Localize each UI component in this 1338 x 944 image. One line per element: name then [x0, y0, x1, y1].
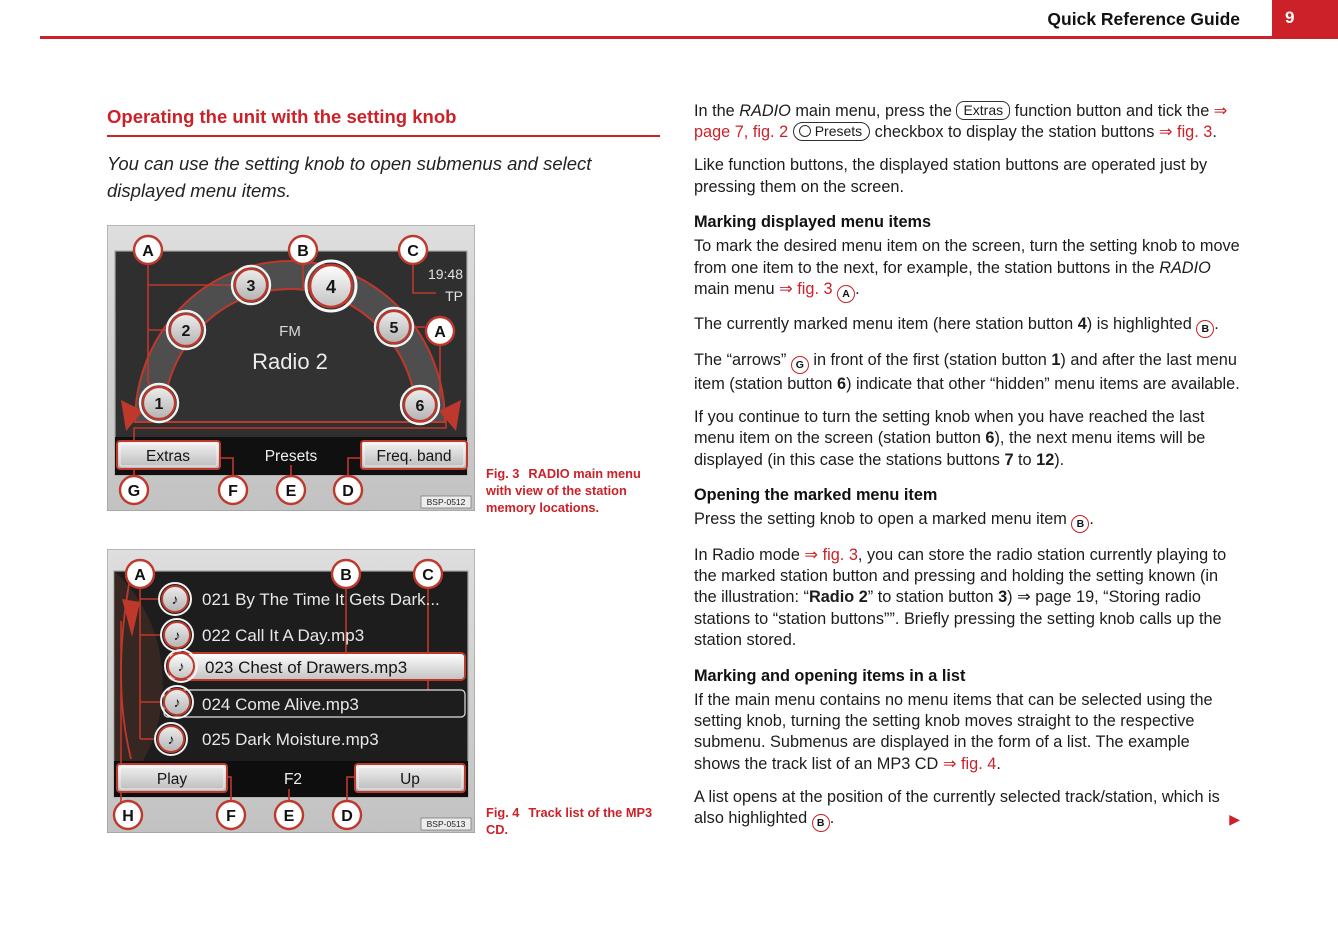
svg-text:D: D [341, 808, 353, 825]
fig4-caption-text: Track list of the MP3 CD. [486, 805, 653, 837]
svg-text:Extras: Extras [146, 448, 190, 465]
music-note-icon-1 [159, 583, 191, 615]
fig3-presets-label: Presets [264, 448, 318, 465]
fig4-callout-a [126, 560, 154, 588]
figure-3-block [107, 225, 660, 516]
svg-text:H: H [122, 808, 134, 825]
fig3-callout-c [399, 236, 427, 264]
checkbox-circle-icon [799, 125, 811, 137]
fig3-caption-text: RADIO main menu with view of the station memory locations. [486, 466, 641, 515]
svg-text:024 Come Alive.mp3: 024 Come Alive.mp3 [202, 695, 359, 714]
fig3-callout-a [134, 236, 162, 264]
circled-letter-g: G [791, 356, 809, 374]
fig4-callout-f [217, 801, 245, 829]
station-button-3 [232, 266, 270, 304]
fig3-tp-badge: TP [445, 288, 463, 304]
left-column [107, 106, 660, 838]
svg-text:2: 2 [181, 323, 191, 340]
svg-text:G: G [127, 483, 141, 500]
heading-marking-displayed-menu-items: Marking displayed menu items [694, 213, 932, 232]
paragraph-to-mark: To mark the desired menu item on the screen, turn the setting knob to move from one item to the next, for example, the station buttons in the RADIO main menu ⇒ fig. 3 A . [694, 236, 1240, 303]
fig3-freq-band-button [361, 441, 467, 469]
station-button-1 [140, 384, 178, 422]
svg-text:♪: ♪ [173, 694, 181, 710]
page-number-badge: 9 [1272, 0, 1338, 36]
svg-text:♪: ♪ [167, 731, 175, 747]
heading-opening-marked-menu-item: Opening the marked menu item [694, 486, 938, 505]
cross-reference-link[interactable]: ⇒ fig. 4 [942, 754, 997, 773]
paragraph-list-opens: A list opens at the position of the currently selected track/station, which is also highlighted B . ▶ [694, 787, 1240, 832]
svg-text:Play: Play [156, 771, 188, 788]
fig3-band-label: FM [279, 323, 301, 340]
svg-text:C: C [407, 243, 419, 260]
svg-text:A: A [434, 324, 446, 341]
svg-text:6: 6 [415, 398, 425, 415]
inline-function-button: Extras [956, 101, 1010, 120]
svg-text:D: D [342, 483, 354, 500]
fig4-callout-e [275, 801, 303, 829]
fig3-station-name: Radio 2 [252, 349, 328, 374]
circled-letter-b: B [1196, 320, 1214, 338]
paragraph-currently-marked: The currently marked menu item (here station button 4) is highlighted B . [694, 314, 1240, 338]
paragraph-continue-turning: If you continue to turn the setting knob when you have reached the last menu item on the screen (station button 6), the next menu items will be displayed (in this case the stations buttons 7 to 12). [694, 407, 1206, 469]
svg-text:3: 3 [246, 278, 256, 295]
paragraph-radio-mode-store: In Radio mode ⇒ fig. 3, you can store the radio station currently playing to the marked station button and pressing and holding the setting known (in the illustration: “Radio 2” to station button 3) ⇒ page 19, “Storing radio stations to “station buttons””. Briefly pressing the setting knob calls up the station stored. [694, 545, 1227, 650]
svg-text:A: A [134, 567, 146, 584]
fig4-play-button [117, 764, 227, 792]
svg-text:023 Chest of Drawers.mp3: 023 Chest of Drawers.mp3 [205, 658, 408, 677]
inline-presets-checkbox: Presets [793, 122, 870, 141]
circled-letter-b: B [1071, 515, 1089, 533]
figure-4-block [107, 549, 660, 838]
fig4-caption-label: Fig. 4 [486, 805, 520, 820]
continuation-arrow-icon: ▶ [1229, 810, 1240, 827]
fig4-callout-h [114, 801, 142, 829]
svg-text:F: F [228, 483, 238, 500]
fig3-extras-button [117, 441, 220, 469]
track-item-1: 021 By The Time It Gets Dark... [202, 590, 440, 609]
cross-reference-link[interactable]: ⇒ fig. 3 [804, 545, 858, 564]
cross-reference-link[interactable]: ⇒ page 7, fig. 2 [694, 102, 1228, 142]
track-item-5: 025 Dark Moisture.mp3 [202, 730, 379, 749]
station-button-4-highlighted [306, 261, 356, 311]
svg-text:E: E [283, 808, 295, 825]
svg-text:C: C [422, 567, 434, 584]
music-note-icon-2 [161, 619, 193, 651]
fig3-callout-b [289, 236, 317, 264]
track-item-2: 022 Call It A Day.mp3 [202, 626, 365, 645]
track-item-3-highlighted [169, 653, 465, 680]
heading-marking-opening-list: Marking and opening items in a list [694, 666, 966, 685]
music-note-icon-5 [155, 723, 187, 755]
svg-text:BSP-0513: BSP-0513 [426, 819, 466, 829]
fig3-caption [486, 465, 662, 516]
fig3-caption-label: Fig. 3 [486, 466, 520, 481]
svg-text:B: B [297, 243, 309, 260]
circled-letter-b: B [812, 814, 830, 832]
fig4-up-button [355, 764, 465, 792]
right-column [694, 101, 1240, 844]
svg-text:1: 1 [154, 396, 164, 413]
fig4-callout-b [332, 560, 360, 588]
fig3-callout-d [334, 476, 362, 504]
cross-reference-link[interactable]: ⇒ fig. 3 [779, 279, 833, 298]
station-button-6 [401, 386, 439, 424]
fig4-illustration [107, 549, 475, 833]
svg-text:A: A [142, 243, 154, 260]
cross-reference-link[interactable]: ⇒ fig. 3 [1158, 123, 1213, 142]
paragraph-press-setting-knob: Press the setting knob to open a marked menu item B . [694, 509, 1240, 533]
station-button-5 [375, 308, 413, 346]
svg-text:♪: ♪ [173, 627, 181, 643]
fig3-callout-e [277, 476, 305, 504]
fig3-callout-a-right [426, 317, 454, 345]
svg-text:Freq. band: Freq. band [376, 448, 452, 465]
fig4-callout-d [333, 801, 361, 829]
svg-text:♪: ♪ [171, 591, 179, 607]
paragraph-like-function-buttons: Like function buttons, the displayed station buttons are operated just by pressing them on the screen. [694, 156, 1208, 196]
fig4-image-code [421, 818, 471, 830]
svg-text:5: 5 [389, 320, 399, 337]
fig3-image-code [421, 496, 471, 508]
fig3-callout-f [219, 476, 247, 504]
page-title: Quick Reference Guide [1047, 9, 1240, 29]
fig3-callout-g [120, 476, 148, 504]
fig3-clock: 19:48 [427, 266, 463, 282]
fig4-f2-label: F2 [283, 771, 303, 788]
paragraph-main-menu-no-items: If the main menu contains no menu items that can be selected using the setting knob, turning the setting knob moves straight to the respective submenu. Submenus are displayed in the form of a list. The example shows the track list of an MP3 CD ⇒ fig. 4. [694, 690, 1213, 773]
svg-text:F: F [226, 808, 236, 825]
svg-text:E: E [285, 483, 297, 500]
station-button-2 [167, 311, 205, 349]
svg-text:4: 4 [325, 277, 337, 297]
fig3-illustration [107, 225, 475, 511]
header-rule [40, 36, 1338, 39]
intro-text: You can use the setting knob to open submenus and select displayed menu items. [107, 153, 592, 201]
music-note-icon-4 [161, 686, 193, 718]
svg-text:B: B [340, 567, 352, 584]
section-title: Operating the unit with the setting knob [107, 106, 660, 137]
music-note-icon-3 [165, 650, 197, 682]
circled-letter-a: A [837, 285, 855, 303]
svg-text:♪: ♪ [177, 658, 185, 674]
fig4-caption [486, 804, 662, 838]
paragraph-radio-menu: In the RADIO main menu, press the Extras function button and tick the ⇒ page 7, fig. 2 Presets checkbox to display the station buttons ⇒ fig. 3. [694, 102, 1228, 142]
svg-text:Up: Up [400, 771, 420, 788]
paragraph-arrows: The “arrows” G in front of the first (station button 1) and after the last menu item (station button 6) indicate that other “hidden” menu items are available. [694, 350, 1240, 393]
svg-text:BSP-0512: BSP-0512 [426, 497, 466, 507]
fig4-callout-c [414, 560, 442, 588]
